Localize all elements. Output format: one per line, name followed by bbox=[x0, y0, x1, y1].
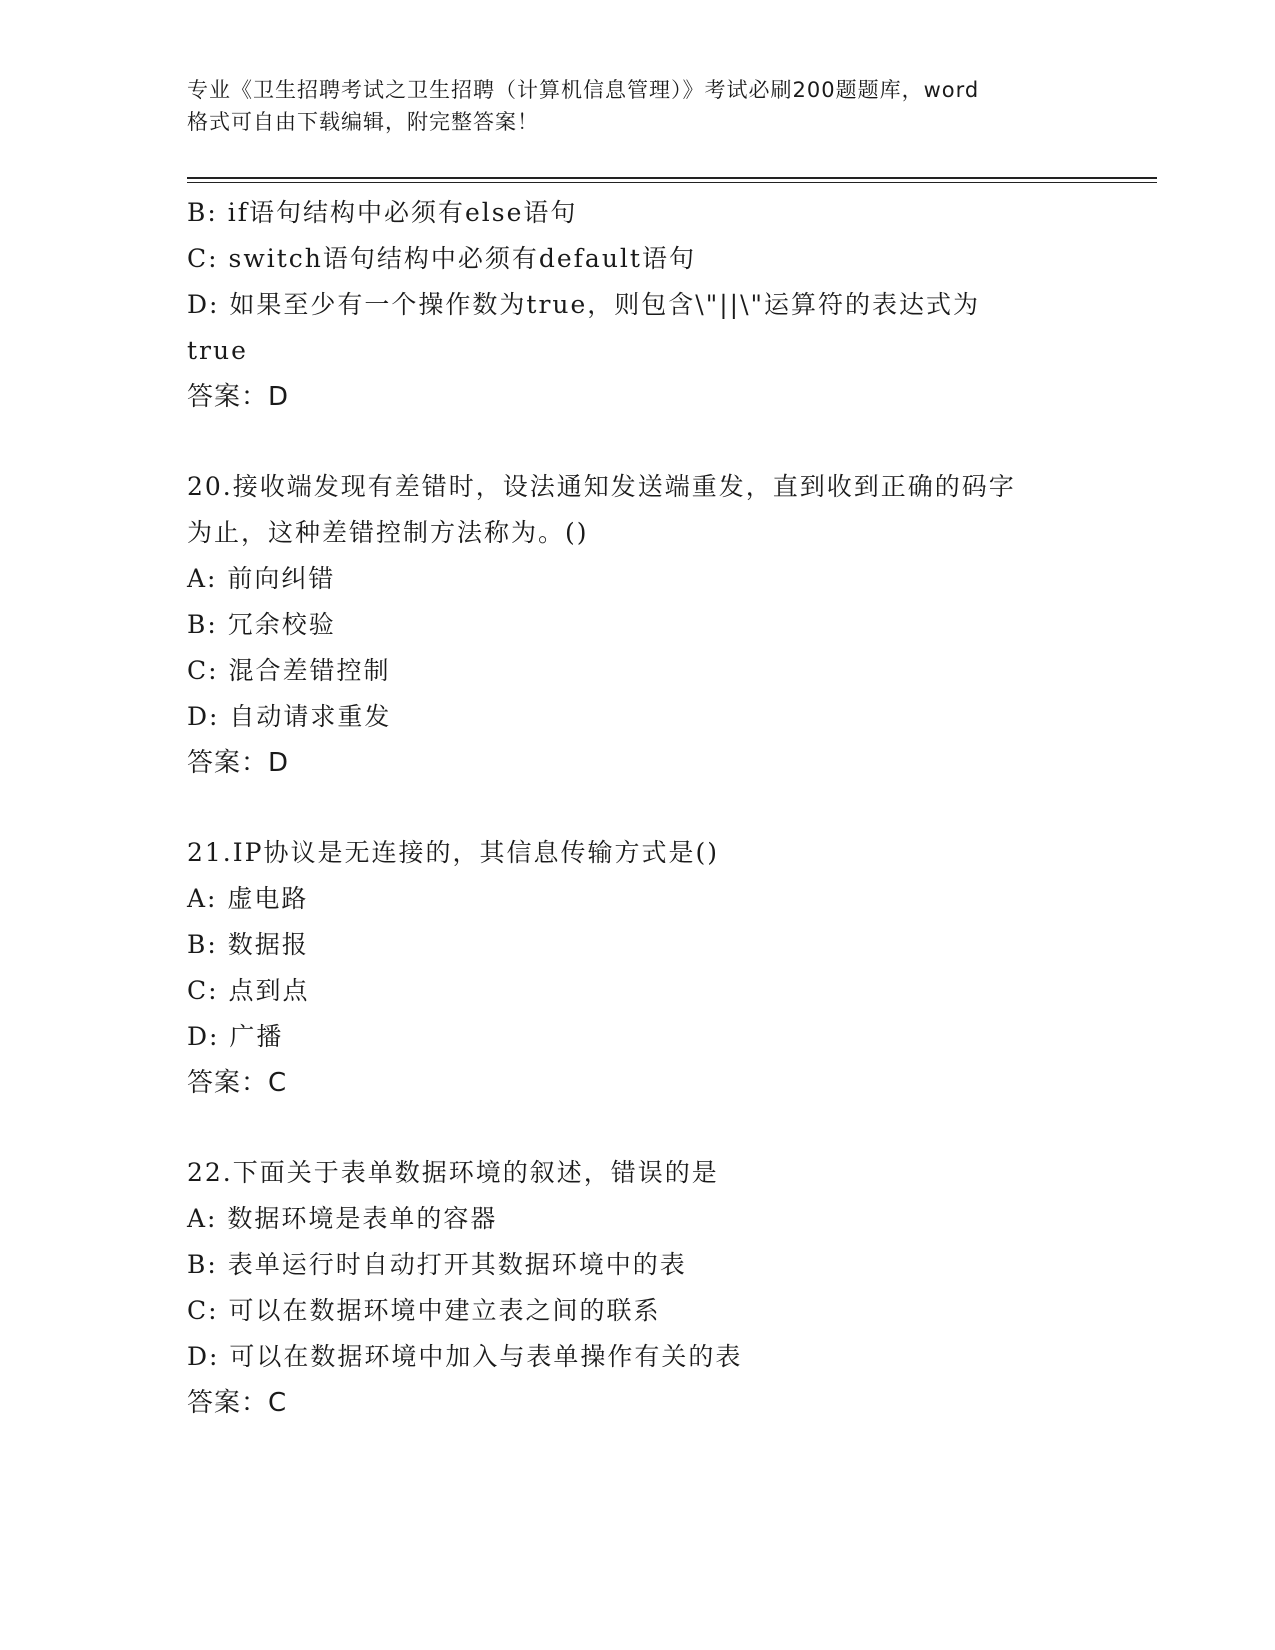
header-line-1: 专业《卫生招聘考试之卫生招聘（计算机信息管理）》考试必刷200题题库，word bbox=[187, 78, 980, 102]
document-header bbox=[187, 74, 1087, 138]
option-d: D: 自动请求重发 bbox=[187, 702, 392, 731]
document-body bbox=[187, 190, 1107, 1426]
option-a: A: 虚电路 bbox=[187, 884, 309, 913]
option-b: B: 数据报 bbox=[187, 930, 309, 959]
question-stem-continued: 为止，这种差错控制方法称为。() bbox=[187, 518, 589, 547]
header-rule-thick bbox=[187, 177, 1157, 179]
option-c: C: 混合差错控制 bbox=[187, 656, 391, 685]
option-c: C: switch语句结构中必须有default语句 bbox=[187, 244, 696, 273]
option-d-continued: true bbox=[187, 336, 248, 365]
answer: 答案：D bbox=[187, 748, 290, 778]
answer: 答案：C bbox=[187, 1388, 288, 1418]
option-b: B: if语句结构中必须有else语句 bbox=[187, 198, 578, 227]
question-stem: 22.下面关于表单数据环境的叙述，错误的是 bbox=[187, 1158, 719, 1187]
header-line-2: 格式可自由下载编辑，附完整答案！ bbox=[187, 110, 539, 134]
option-d: D: 广播 bbox=[187, 1022, 284, 1051]
question-stem: 20.接收端发现有差错时，设法通知发送端重发，直到收到正确的码字 bbox=[187, 472, 1016, 501]
question-20 bbox=[187, 464, 1107, 786]
option-b: B: 表单运行时自动打开其数据环境中的表 bbox=[187, 1250, 687, 1279]
prev-question bbox=[187, 190, 1107, 420]
option-d: D: 可以在数据环境中加入与表单操作有关的表 bbox=[187, 1342, 743, 1371]
question-21 bbox=[187, 830, 1107, 1106]
option-a: A: 数据环境是表单的容器 bbox=[187, 1204, 498, 1233]
option-c: C: 点到点 bbox=[187, 976, 310, 1005]
question-stem: 21.IP协议是无连接的，其信息传输方式是() bbox=[187, 838, 719, 867]
option-a: A: 前向纠错 bbox=[187, 564, 336, 593]
question-22 bbox=[187, 1150, 1107, 1426]
answer: 答案：C bbox=[187, 1068, 288, 1098]
option-c: C: 可以在数据环境中建立表之间的联系 bbox=[187, 1296, 661, 1325]
option-b: B: 冗余校验 bbox=[187, 610, 336, 639]
option-d: D: 如果至少有一个操作数为true，则包含\"||\"运算符的表达式为 bbox=[187, 290, 980, 319]
header-rule-thin bbox=[187, 182, 1157, 183]
answer: 答案：D bbox=[187, 382, 290, 412]
